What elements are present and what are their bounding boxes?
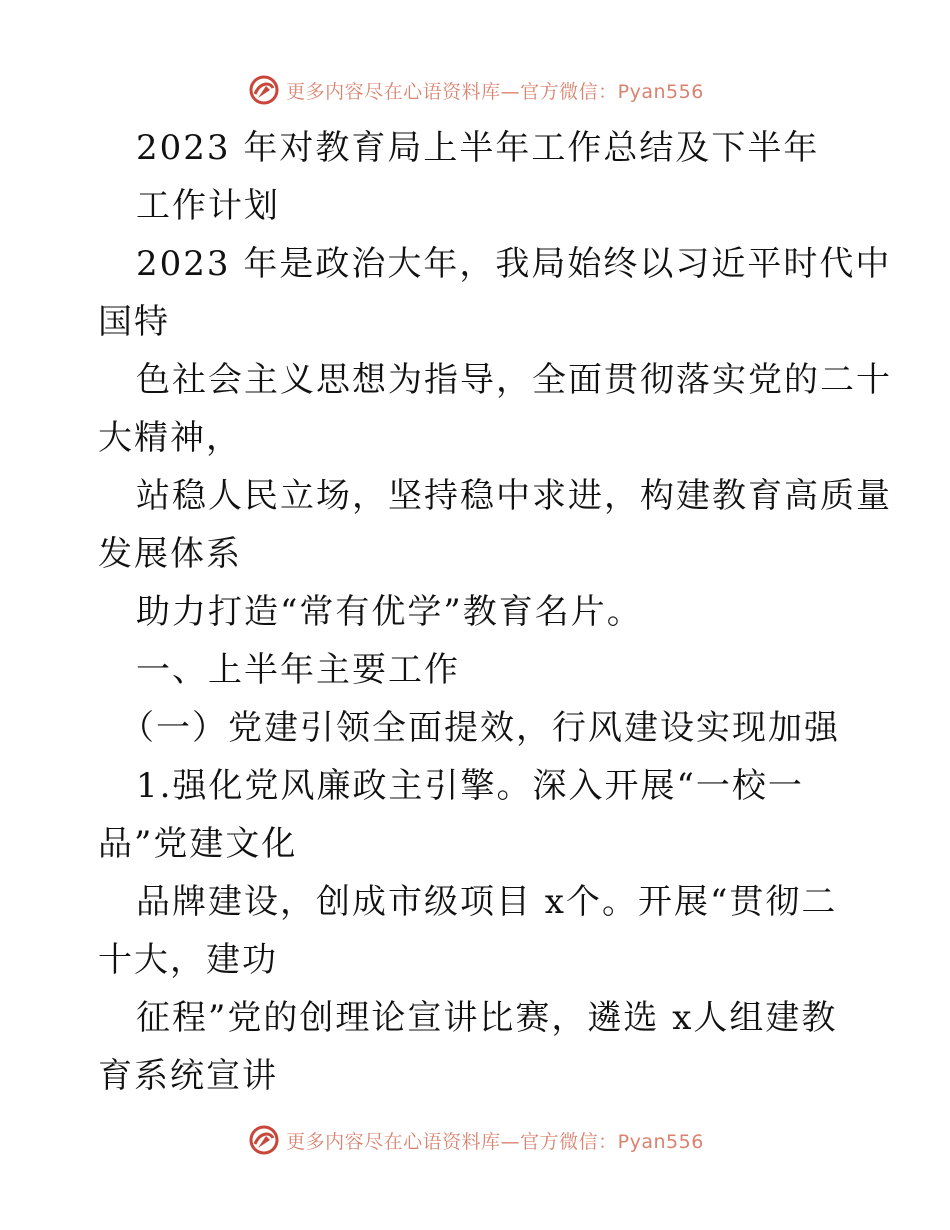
- watermark-header: [0, 70, 950, 110]
- watermark-text: 更多内容尽在心语资料库—官方微信：Pyan556: [286, 1130, 704, 1153]
- doc-title-line-1: 2023 年对教育局上半年工作总结及下半年: [136, 128, 820, 168]
- paragraph-line: 2023 年是政治大年，我局始终以习近平时代中: [136, 244, 892, 284]
- paragraph-line: 发展体系: [98, 534, 242, 574]
- paragraph-line: 助力打造“常有优学”教育名片。: [136, 592, 643, 632]
- paragraph-line: 育系统宣讲: [98, 1056, 278, 1096]
- watermark-footer: [0, 1120, 950, 1160]
- subsection-heading: （一）党建引领全面提效，行风建设实现加强: [120, 708, 840, 748]
- section-heading: 一、上半年主要工作: [136, 650, 460, 690]
- doc-title-line-2: 工作计划: [136, 186, 280, 226]
- paragraph-line: 品牌建设，创成市级项目 x个。开展“贯彻二: [136, 882, 838, 922]
- brand-logo-icon: [246, 72, 282, 108]
- paragraph-line: 征程”党的创理论宣讲比赛，遴选 x人组建教: [136, 998, 838, 1038]
- paragraph-line: 大精神，: [98, 418, 242, 458]
- paragraph-line: 色社会主义思想为指导，全面贯彻落实党的二十: [136, 360, 892, 400]
- paragraph-line: 国特: [98, 302, 170, 342]
- paragraph-line: 品”党建文化: [98, 824, 298, 864]
- paragraph-line: 十大，建功: [98, 940, 278, 980]
- watermark-text: 更多内容尽在心语资料库—官方微信：Pyan556: [286, 80, 704, 103]
- paragraph-line: 1.强化党风廉政主引擎。深入开展“一校一: [136, 766, 804, 806]
- paragraph-line: 站稳人民立场，坚持稳中求进，构建教育高质量: [136, 476, 892, 516]
- brand-logo-icon: [246, 1122, 282, 1158]
